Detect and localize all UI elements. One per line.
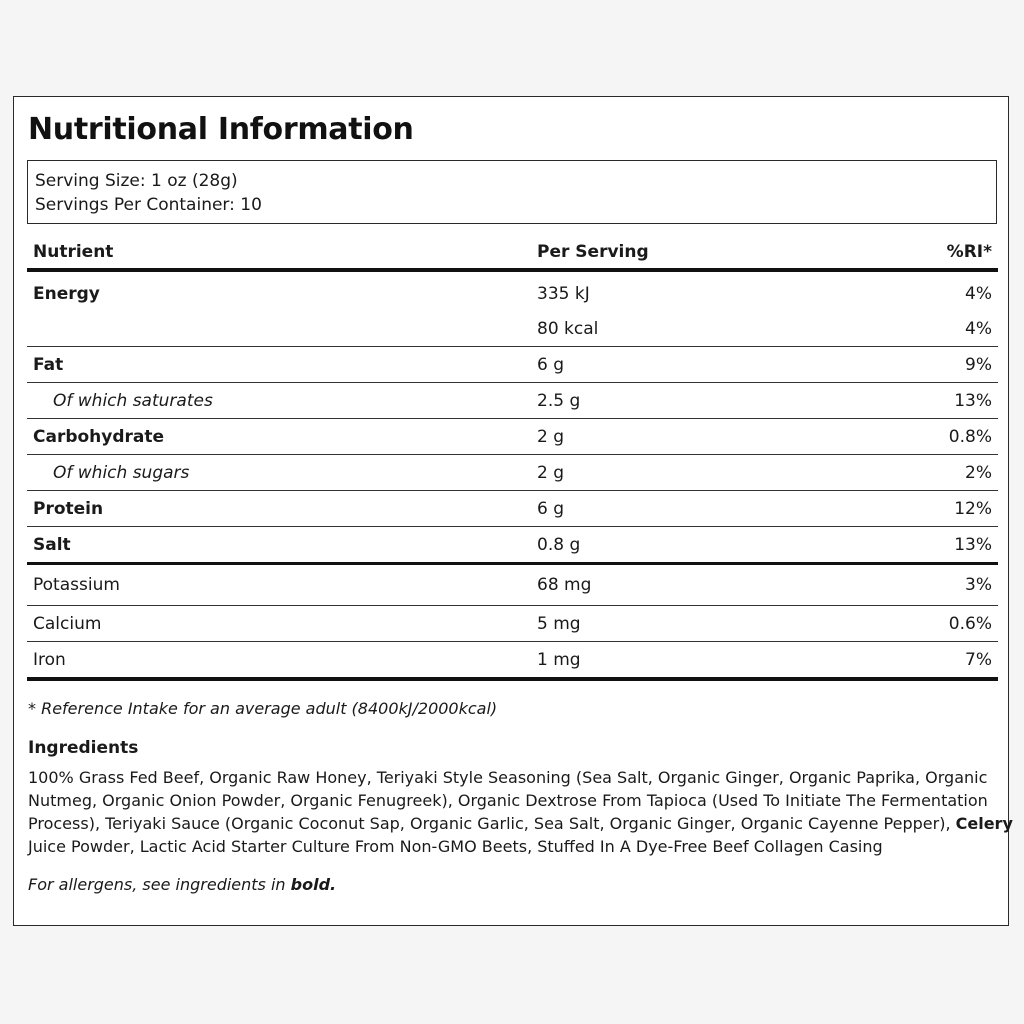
ri-value: 12% (954, 498, 992, 519)
per-serving-value: 2 g (537, 426, 565, 447)
allergen-note-bold: bold. (290, 875, 337, 894)
ingredients-line: Juice Powder, Lactic Acid Starter Culture From Non-GMO Beets, Stuffed In A Dye-Free Beef Collagen Casing (28, 837, 883, 856)
ingredients-heading: Ingredients (28, 738, 139, 758)
serving-info-box (27, 160, 997, 224)
table-row-protein (27, 491, 998, 527)
per-serving-value: 5 mg (537, 613, 581, 634)
ingredients-text (28, 766, 1013, 858)
per-serving-value: 6 g (537, 498, 565, 519)
ri-value: 4% (965, 318, 992, 339)
table-row-carbohydrate (27, 419, 998, 455)
table-row-saturates (27, 383, 998, 419)
ingredients-line: 100% Grass Fed Beef, Organic Raw Honey, Teriyaki Style Seasoning (Sea Salt, Organic Ginger, Organic Paprika, Organic (28, 768, 988, 787)
ri-value: 0.8% (948, 426, 992, 447)
nutrient-name: Potassium (33, 575, 120, 595)
nutrition-panel (13, 96, 1013, 926)
nutrient-name: Carbohydrate (33, 426, 165, 447)
ri-value: 2% (965, 462, 992, 483)
table-row-iron (27, 642, 998, 681)
per-serving-value: 6 g (537, 354, 565, 375)
ri-value: 3% (965, 575, 992, 595)
ri-value: 4% (965, 283, 992, 304)
ingredients-line (28, 812, 1013, 835)
table-row-salt (27, 527, 998, 565)
nutrient-name: Iron (33, 649, 66, 670)
ingredients-line-text: Process), Teriyaki Sauce (Organic Coconut Sap, Organic Garlic, Sea Salt, Organic Ginger, Organic Cayenne Pepper), (28, 814, 951, 833)
nutrient-name: Of which sugars (53, 462, 190, 483)
nutrient-name: Fat (33, 354, 64, 375)
ri-footnote: * Reference Intake for an average adult (8400kJ/2000kcal) (28, 699, 498, 718)
allergen-celery: Celery (955, 814, 1013, 833)
table-row-sugars (27, 455, 998, 491)
allergen-note (28, 875, 336, 894)
ri-value: 13% (954, 390, 992, 411)
nutrient-name: Energy (33, 283, 100, 304)
nutrient-name: Salt (33, 534, 71, 555)
nutrient-name: Protein (33, 498, 104, 519)
header-nutrient: Nutrient (33, 242, 114, 262)
table-row-energy-kj (27, 276, 998, 311)
per-serving-value: 80 kcal (537, 318, 599, 339)
header-per-serving: Per Serving (537, 242, 649, 262)
serving-size: Serving Size: 1 oz (28g) (35, 171, 238, 191)
per-serving-value: 1 mg (537, 649, 581, 670)
table-header-row (27, 236, 998, 272)
ri-value: 0.6% (948, 613, 992, 634)
per-serving-value: 68 mg (537, 575, 592, 595)
ri-value: 13% (954, 534, 992, 555)
nutrient-name: Calcium (33, 613, 102, 634)
per-serving-value: 2 g (537, 462, 565, 483)
per-serving-value: 0.8 g (537, 534, 581, 555)
table-row-calcium (27, 606, 998, 642)
ri-value: 9% (965, 354, 992, 375)
nutrition-table (27, 236, 998, 681)
allergen-note-text: For allergens, see ingredients in (28, 875, 286, 894)
servings-per-container: Servings Per Container: 10 (35, 195, 262, 215)
per-serving-value: 335 kJ (537, 283, 590, 304)
header-ri: %RI* (946, 242, 992, 262)
per-serving-value: 2.5 g (537, 390, 581, 411)
page-title: Nutritional Information (28, 112, 414, 147)
table-row-potassium (27, 565, 998, 606)
table-row-energy-kcal (27, 311, 998, 347)
table-row-fat (27, 347, 998, 383)
ingredients-line: Nutmeg, Organic Onion Powder, Organic Fenugreek), Organic Dextrose From Tapioca (Used To Initiate The Fermentation (28, 791, 988, 810)
nutrient-name: Of which saturates (53, 390, 213, 411)
ri-value: 7% (965, 649, 992, 670)
